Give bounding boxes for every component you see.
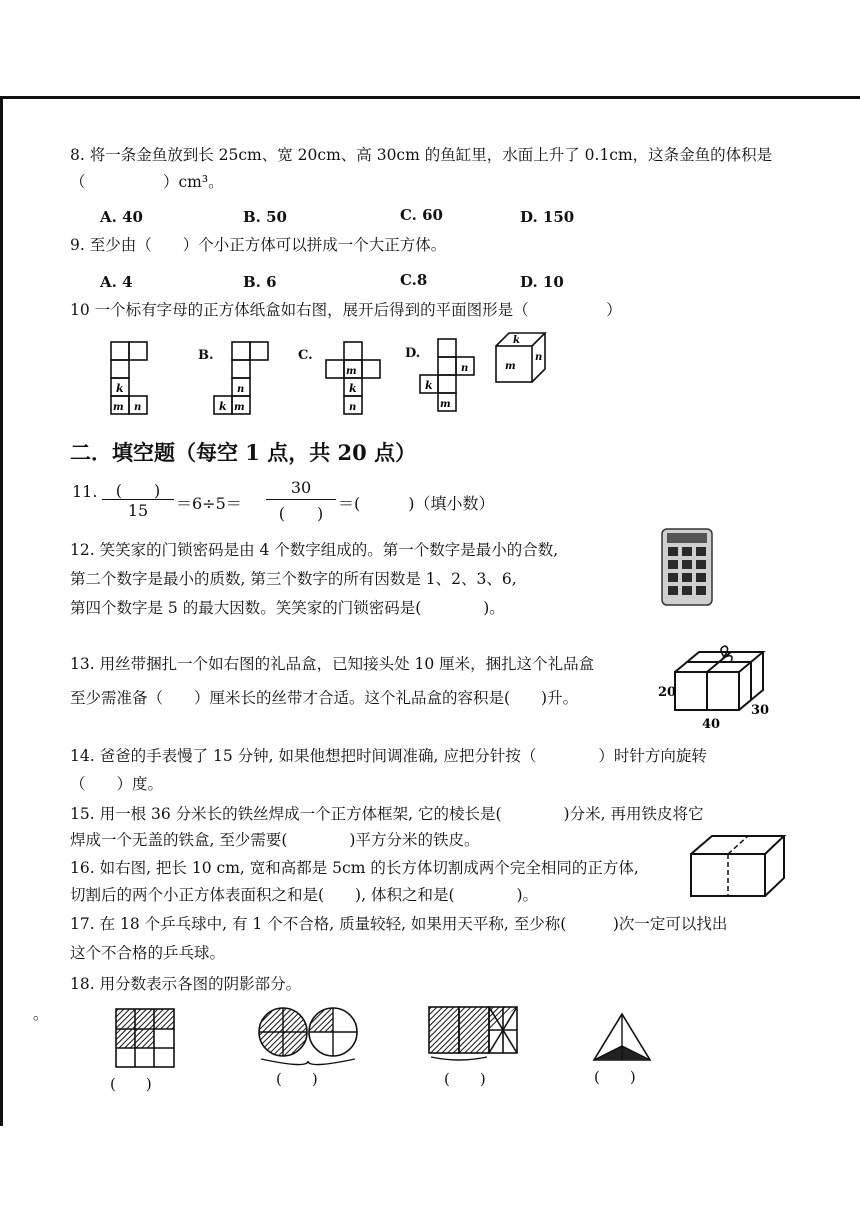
q9-option-a: A. 4 (100, 273, 133, 291)
q9-option-b: B. 6 (243, 273, 277, 291)
q14-text-line2: （ ）度。 (70, 775, 164, 793)
top-border (0, 96, 860, 99)
q10-net-d (418, 335, 480, 417)
q18-answer-2: ( ) (276, 1070, 318, 1088)
section-2-heading: 二．填空题（每空 1 点，共 20 点） (70, 440, 417, 465)
q15-text-line2: 焊成一个无盖的铁盒, 至少需要( )平方分米的铁皮。 (70, 831, 480, 849)
q16-text-line2: 切割后的两个小正方体表面积之和是( ), 体积之和是( )。 (70, 886, 539, 904)
q9-option-c: C.8 (400, 271, 428, 289)
door-lock-keypad-image (660, 527, 716, 607)
net-d-letter-n: n (461, 363, 469, 374)
q13-text-line1: 13. 用丝带捆扎一个如右图的礼品盒，已知接头处 10 厘米，捆扎这个礼品盒 (70, 655, 595, 673)
net-b-letter-n: n (237, 384, 245, 395)
q12-text-line2: 第二个数字是最小的质数, 第三个数字的所有因数是 1、2、3、6, (70, 570, 517, 588)
q10-option-d-label: D. (405, 346, 421, 361)
cube-letter-m: m (505, 361, 516, 372)
shaded-triangle-figure (590, 1012, 654, 1064)
net-a-letter-m: m (113, 402, 124, 413)
q11-tail: ＝( )（填小数） (338, 494, 495, 513)
q11-number: 11. (72, 482, 98, 501)
q11-fraction-2-numerator: 30 (290, 478, 312, 497)
q10-net-a (105, 338, 155, 420)
net-d-letter-m: m (440, 399, 451, 410)
stray-dot: 。 (33, 1005, 49, 1023)
q16-text-line1: 16. 如右图, 把长 10 cm, 宽和高都是 5cm 的长方体切割成两个完全相同的正方体, (70, 859, 639, 877)
left-border (0, 96, 3, 1126)
q10-net-b (208, 338, 270, 420)
shaded-circles-figure (255, 1005, 359, 1067)
gift-box-diagram (655, 640, 770, 732)
q17-text-line1: 17. 在 18 个乒乓球中, 有 1 个不合格, 质量较轻, 如果用天平称, 至少称( )次一定可以找出 (70, 915, 728, 933)
box-width-label: 30 (751, 703, 770, 718)
q8-text-line2: （ ）cm³。 (70, 173, 224, 191)
q10-text: 10 一个标有字母的正方体纸盒如右图，展开后得到的平面图形是（ ） (70, 301, 622, 319)
q17-text-line2: 这个不合格的乒乓球。 (70, 944, 226, 962)
q15-text-line1: 15. 用一根 36 分米长的铁丝焊成一个正方体框架, 它的棱长是( )分米, 再用铁皮将它 (70, 805, 704, 823)
shaded-grid-figure (114, 1007, 176, 1071)
net-b-letter-m: m (234, 402, 245, 413)
q8-option-a: A. 40 (100, 208, 143, 226)
q8-option-b: B. 50 (243, 208, 287, 226)
q18-text: 18. 用分数表示各图的阴影部分。 (70, 975, 302, 993)
net-c-letter-k: k (349, 382, 357, 395)
q12-text-line3: 第四个数字是 5 的最大因数。笑笑家的门锁密码是( )。 (70, 599, 505, 617)
q11-fraction-2 (266, 478, 336, 521)
net-a-letter-n: n (134, 402, 142, 413)
q18-answer-1: ( ) (110, 1075, 152, 1093)
q18-answer-3: ( ) (444, 1070, 486, 1088)
q10-option-c-label: C. (298, 348, 313, 363)
shaded-rectangles-figure (427, 1005, 521, 1063)
q11-fraction-1-numerator: ( ) (115, 481, 161, 500)
q10-lettered-cube (493, 330, 549, 388)
q10-option-b-label: B. (198, 348, 214, 363)
q11-fraction-1 (102, 478, 174, 521)
q12-text-line1: 12. 笑笑家的门锁密码是由 4 个数字组成的。第一个数字是最小的合数, (70, 541, 559, 559)
q9-option-d: D. 10 (520, 273, 564, 291)
q9-text: 9. 至少由（ ）个小正方体可以拼成一个大正方体。 (70, 236, 447, 254)
q11-fraction-1-denominator: 15 (127, 501, 149, 520)
q8-option-d: D. 150 (520, 208, 575, 226)
cube-letter-n: n (535, 352, 543, 363)
q11-middle-expression: ＝6÷5＝ (176, 494, 242, 513)
net-b-letter-k: k (219, 400, 227, 413)
box-length-label: 40 (702, 717, 721, 732)
net-c-letter-m: m (346, 366, 357, 377)
q8-text-line1: 8. 将一条金鱼放到长 25cm、宽 20cm、高 30cm 的鱼缸里，水面上升了 0.1cm，这条金鱼的体积是 (70, 146, 773, 164)
q14-text-line1: 14. 爸爸的手表慢了 15 分钟, 如果他想把时间调准确, 应把分针按（ ）时针方向旋转 (70, 747, 707, 765)
net-a-letter-k: k (116, 382, 124, 395)
cube-letter-k: k (513, 335, 520, 346)
q18-answer-4: ( ) (594, 1068, 636, 1086)
q8-option-c: C. 60 (400, 206, 443, 224)
q10-net-c (322, 338, 384, 420)
box-height-label: 20 (658, 685, 677, 700)
net-c-letter-n: n (349, 402, 357, 413)
net-d-letter-k: k (425, 379, 433, 392)
q11-fraction-2-denominator: ( ) (278, 504, 324, 523)
cuboid-cut-diagram (688, 832, 788, 900)
q13-text-line2: 至少需准备（ ）厘米长的丝带才合适。这个礼品盒的容积是( )升。 (70, 689, 579, 707)
